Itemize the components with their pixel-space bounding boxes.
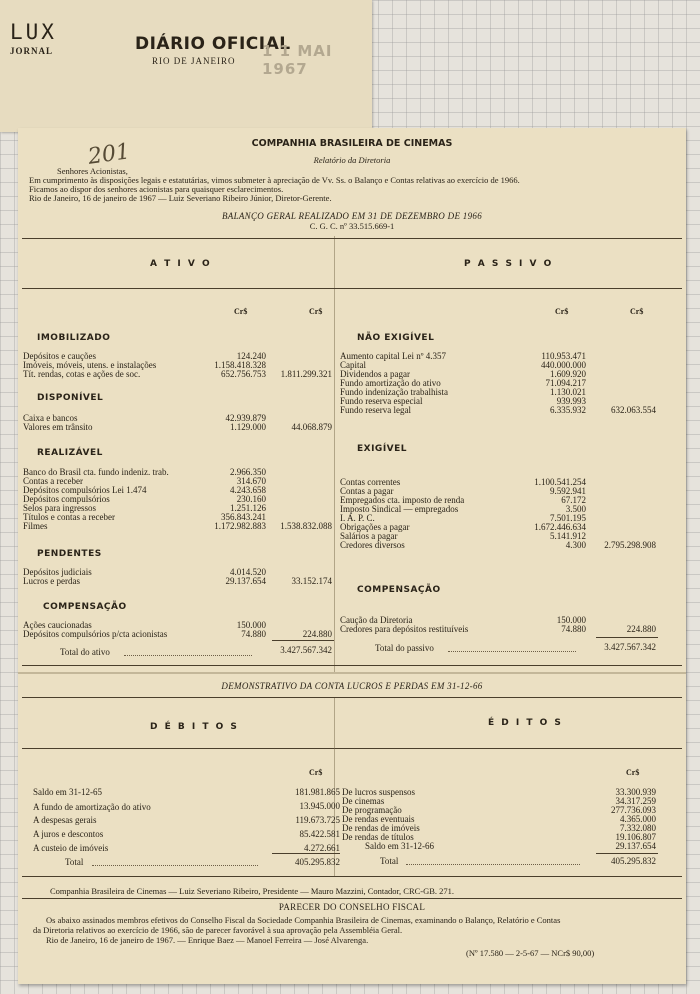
- column-divider: [334, 236, 335, 672]
- table-row-value: 29.137.654: [225, 576, 266, 586]
- table-row-value: 7.332.080: [620, 823, 656, 833]
- passivo-total-value: 3.427.567.342: [604, 642, 656, 652]
- table-row-value: 4.243.658: [230, 485, 266, 495]
- column-heading-rule: [22, 288, 682, 289]
- table-row-value: 9.592.941: [550, 486, 586, 496]
- creditos-currency: Cr$: [626, 768, 640, 777]
- newspaper-city: RIO DE JANEIRO: [152, 56, 236, 66]
- leader-dots: [448, 651, 576, 652]
- ativo-total-rule: [272, 640, 334, 641]
- table-row-value: 85.422.581: [299, 829, 340, 839]
- header-rule: [22, 238, 682, 239]
- table-row-label: Depósitos e cauções: [23, 351, 96, 361]
- table-row-value: 314.670: [236, 476, 266, 486]
- section-rule: [22, 898, 682, 899]
- table-row-value: 1.172.982.883: [214, 521, 266, 531]
- table-row-label: Filmes: [23, 521, 48, 531]
- table-row-label: Fundo reserva especial: [340, 396, 423, 406]
- table-row-label: A custeio de imóveis: [33, 843, 109, 853]
- table-row-value: 1.609.920: [550, 369, 586, 379]
- debitos-currency: Cr$: [309, 768, 323, 777]
- company-name: COMPANHIA BRASILEIRA DE CINEMAS: [251, 138, 453, 149]
- table-row-label: Lucros e perdas: [23, 576, 80, 586]
- table-row-label: A juros e descontos: [33, 829, 104, 839]
- handwritten-number: 201: [86, 139, 132, 170]
- table-row-subtotal: 632.063.554: [611, 405, 656, 415]
- section-rule: [22, 876, 682, 877]
- table-row-label: A despesas gerais: [33, 815, 97, 825]
- table-row-label: Empregados cta. imposto de renda: [340, 495, 465, 505]
- table-row-value: 110.953.471: [541, 351, 586, 361]
- table-row-value: 3.500: [565, 504, 586, 514]
- table-row-label: Dividendos a pagar: [340, 369, 410, 379]
- table-row-label: Tít. rendas, cotas e ações de soc.: [23, 369, 141, 379]
- table-row-label: Contas correntes: [340, 477, 401, 487]
- ativo-heading: A T I V O: [150, 259, 212, 269]
- table-row-subtotal: 2.795.298.908: [604, 540, 656, 550]
- table-row-label: Contas a receber: [23, 476, 83, 486]
- creditos-total-label: Total: [380, 856, 399, 866]
- table-row-value: 1.100.541.254: [534, 477, 586, 487]
- newspaper-clipping: [0, 0, 372, 132]
- debitos-heading: D É B I T O S: [150, 722, 239, 732]
- table-row-label: Imposto Sindical — empregados: [340, 504, 459, 514]
- table-row-label: Salários a pagar: [340, 531, 398, 541]
- report-line-3: Rio de Janeiro, 16 de janeiro de 1967 — Luiz Severiano Ribeiro Júnior, Diretor-Gerente.: [29, 193, 332, 203]
- table-row-label: De rendas de imóveis: [342, 823, 420, 833]
- leader-dots: [406, 864, 580, 865]
- creditos-heading: É D I T O S: [488, 718, 563, 728]
- table-row-value: 939.993: [556, 396, 586, 406]
- table-row-subtotal: 33.152.174: [291, 576, 332, 586]
- table-row-value: 74.880: [241, 629, 266, 639]
- leader-dots: [92, 865, 258, 866]
- passivo-total-label: Total do passivo: [375, 643, 434, 653]
- balance-title: BALANÇO GERAL REALIZADO EM 31 DE DEZEMBRO DE 1966: [221, 211, 482, 221]
- table-row-value: 33.300.939: [615, 787, 656, 797]
- date-stamp: 1 1 MAI 1967: [262, 42, 333, 78]
- passivo-currency-2: Cr$: [630, 307, 644, 316]
- imobilizado-heading: IMOBILIZADO: [37, 333, 111, 343]
- table-row-label: I. A. P. C.: [340, 513, 375, 523]
- table-row-value: 13.945.000: [299, 801, 340, 811]
- lux-logo-subtitle: JORNAL: [10, 46, 54, 56]
- table-row-label: Aumento capital Lei nº 4.357: [340, 351, 447, 361]
- table-row-label: De cinemas: [342, 796, 385, 806]
- creditos-total-rule: [596, 853, 658, 854]
- table-row-value: 1.251.126: [230, 503, 266, 513]
- lux-logo: LUX: [10, 20, 57, 44]
- table-row-label: Títulos e contas a receber: [23, 512, 115, 522]
- table-row-label: Depósitos compulsórios p/cta acionistas: [23, 629, 168, 639]
- publication-reference: (Nº 17.580 — 2-5-67 — NCr$ 90,00): [466, 948, 595, 958]
- table-row-value: 67.172: [561, 495, 586, 505]
- table-row-label: Caixa e bancos: [23, 413, 78, 423]
- table-row-label: Credores para depósitos restituíveis: [340, 624, 469, 634]
- table-row-value: 277.736.093: [611, 805, 656, 815]
- cgc-number: C. G. C. nº 33.515.669-1: [309, 221, 395, 231]
- newspaper-title: DIÁRIO OFICIAL: [135, 34, 291, 54]
- table-row-value: 4.272.661: [304, 843, 340, 853]
- debitos-total-label: Total: [65, 857, 84, 867]
- table-row-value: 652.756.753: [221, 369, 266, 379]
- table-row-label: De rendas de títulos: [342, 832, 414, 842]
- table-row-label: De programação: [342, 805, 402, 815]
- table-row-value: 1.129.000: [230, 422, 266, 432]
- table-row-label: Saldo em 31-12-66: [365, 841, 434, 851]
- parecer-title: PARECER DO CONSELHO FISCAL: [278, 902, 426, 912]
- table-row-label: Valores em trânsito: [23, 422, 93, 432]
- section-rule: [22, 697, 682, 698]
- table-row-label: Banco do Brasil cta. fundo indeniz. trab.: [23, 467, 169, 477]
- ativo-total-label: Total do ativo: [60, 647, 110, 657]
- section-rule: [22, 748, 682, 749]
- table-row-value: 71.094.217: [545, 378, 586, 388]
- passivo-heading: P A S S I V O: [464, 259, 554, 269]
- leader-dots: [124, 655, 252, 656]
- greeting: Senhores Acionistas,: [57, 166, 128, 176]
- signatures: Companhia Brasileira de Cinemas — Luiz Severiano Ribeiro, Presidente — Mauro Mazzini, Contador, CRC-GB. 271.: [50, 886, 455, 896]
- table-row-label: Fundo reserva legal: [340, 405, 411, 415]
- report-title: Relatório da Diretoria: [313, 155, 391, 165]
- table-row-value: 7.501.195: [550, 513, 586, 523]
- table-row-subtotal: 224.880: [626, 624, 656, 634]
- report-line-2: Ficamos ao dispor dos senhores acionistas para quaisquer esclarecimentos.: [29, 184, 284, 194]
- parecer-line-1: Os abaixo assinados membros efetivos do Conselho Fiscal da Sociedade Companhia Brasileira de Cinemas, examinando o Balanço, Relatório e Contas: [46, 915, 561, 925]
- realizavel-heading: REALIZÁVEL: [37, 448, 103, 458]
- table-row-value: 440.000.000: [541, 360, 586, 370]
- table-row-value: 34.317.259: [615, 796, 656, 806]
- table-row-value: 150.000: [236, 620, 266, 630]
- table-row-value: 2.966.350: [230, 467, 266, 477]
- pendentes-heading: PENDENTES: [37, 549, 102, 559]
- nao-exigivel-heading: NÃO EXIGÍVEL: [357, 333, 435, 343]
- ativo-total-value: 3.427.567.342: [280, 645, 332, 655]
- table-row-value: 4.365.000: [620, 814, 656, 824]
- passivo-currency-1: Cr$: [555, 307, 569, 316]
- table-row-label: De lucros suspensos: [342, 787, 415, 797]
- table-row-label: Caução da Diretoria: [340, 615, 413, 625]
- table-row-value: 1.130.021: [550, 387, 586, 397]
- passivo-total-rule: [596, 637, 658, 638]
- parecer-line-2: da Diretoria relativos ao exercício de 1966, são de parecer favorável à sua aprovação pela Assembléia Geral.: [33, 925, 403, 935]
- demonstrativo-title: DEMONSTRATIVO DA CONTA LUCROS E PERDAS EM 31-12-66: [221, 681, 483, 691]
- table-row-label: Fundo indenização trabalhista: [340, 387, 448, 397]
- table-row-subtotal: 44.068.879: [291, 422, 332, 432]
- table-row-value: 4.014.520: [230, 567, 266, 577]
- table-row-value: 6.335.932: [550, 405, 586, 415]
- table-row-value: 42.939.879: [225, 413, 266, 423]
- table-row-label: Selos para ingressos: [23, 503, 96, 513]
- table-row-label: Capital: [340, 360, 366, 370]
- table-row-subtotal: 224.880: [302, 629, 332, 639]
- table-row-value: 150.000: [556, 615, 586, 625]
- table-row-label: De rendas eventuais: [342, 814, 415, 824]
- table-row-value: 1.158.418.328: [214, 360, 266, 370]
- report-line-1: Em cumprimento às disposições legais e estatutárias, vimos submeter à apreciação de Vv. Ss. o Balanço e Contas relativas ao exercício de 1966.: [29, 175, 520, 185]
- table-row-value: 19.106.807: [615, 832, 656, 842]
- ativo-currency-1: Cr$: [234, 307, 248, 316]
- table-row-label: Depósitos compulsórios Lei 1.474: [23, 485, 147, 495]
- table-row-label: Depósitos judiciais: [23, 567, 92, 577]
- table-row-label: Ações caucionadas: [23, 620, 92, 630]
- table-row-label: Credores diversos: [340, 540, 405, 550]
- table-row-value: 1.672.446.634: [534, 522, 586, 532]
- table-row-label: Depósitos compulsórios: [23, 494, 110, 504]
- table-row-value: 74.880: [561, 624, 586, 634]
- debitos-total-value: 405.295.832: [295, 857, 340, 867]
- paper-fold: [18, 672, 686, 674]
- ativo-compensacao-heading: COMPENSAÇÃO: [43, 602, 127, 612]
- disponivel-heading: DISPONÍVEL: [37, 393, 104, 403]
- table-row-value: 5.141.912: [550, 531, 586, 541]
- ativo-currency-2: Cr$: [309, 307, 323, 316]
- table-row-subtotal: 1.811.299.321: [280, 369, 332, 379]
- table-row-label: Imóveis, móveis, utens. e instalações: [23, 360, 157, 370]
- creditos-total-value: 405.295.832: [611, 856, 656, 866]
- table-row-label: Fundo amortização do ativo: [340, 378, 441, 388]
- table-row-label: Saldo em 31-12-65: [33, 787, 102, 797]
- table-row-label: Obrigações a pagar: [340, 522, 410, 532]
- section-rule: [22, 665, 682, 666]
- table-row-value: 230.160: [236, 494, 266, 504]
- table-row-value: 29.137.654: [615, 841, 656, 851]
- table-row-label: Contas a pagar: [340, 486, 394, 496]
- table-row-subtotal: 1.538.832.088: [280, 521, 332, 531]
- table-row-label: A fundo de amortização do ativo: [33, 802, 151, 812]
- table-row-value: 356.843.241: [221, 512, 266, 522]
- table-row-value: 4.300: [565, 540, 586, 550]
- passivo-compensacao-heading: COMPENSAÇÃO: [357, 585, 441, 595]
- parecer-line-3: Rio de Janeiro, 16 de janeiro de 1967. — Enrique Baez — Manoel Ferreira — José Alvarenga.: [46, 935, 369, 945]
- debitos-total-rule: [272, 853, 340, 854]
- exigivel-heading: EXIGÍVEL: [357, 444, 408, 454]
- table-row-value: 181.981.865: [295, 787, 340, 797]
- table-row-value: 124.240: [236, 351, 266, 361]
- table-row-value: 119.673.725: [295, 815, 340, 825]
